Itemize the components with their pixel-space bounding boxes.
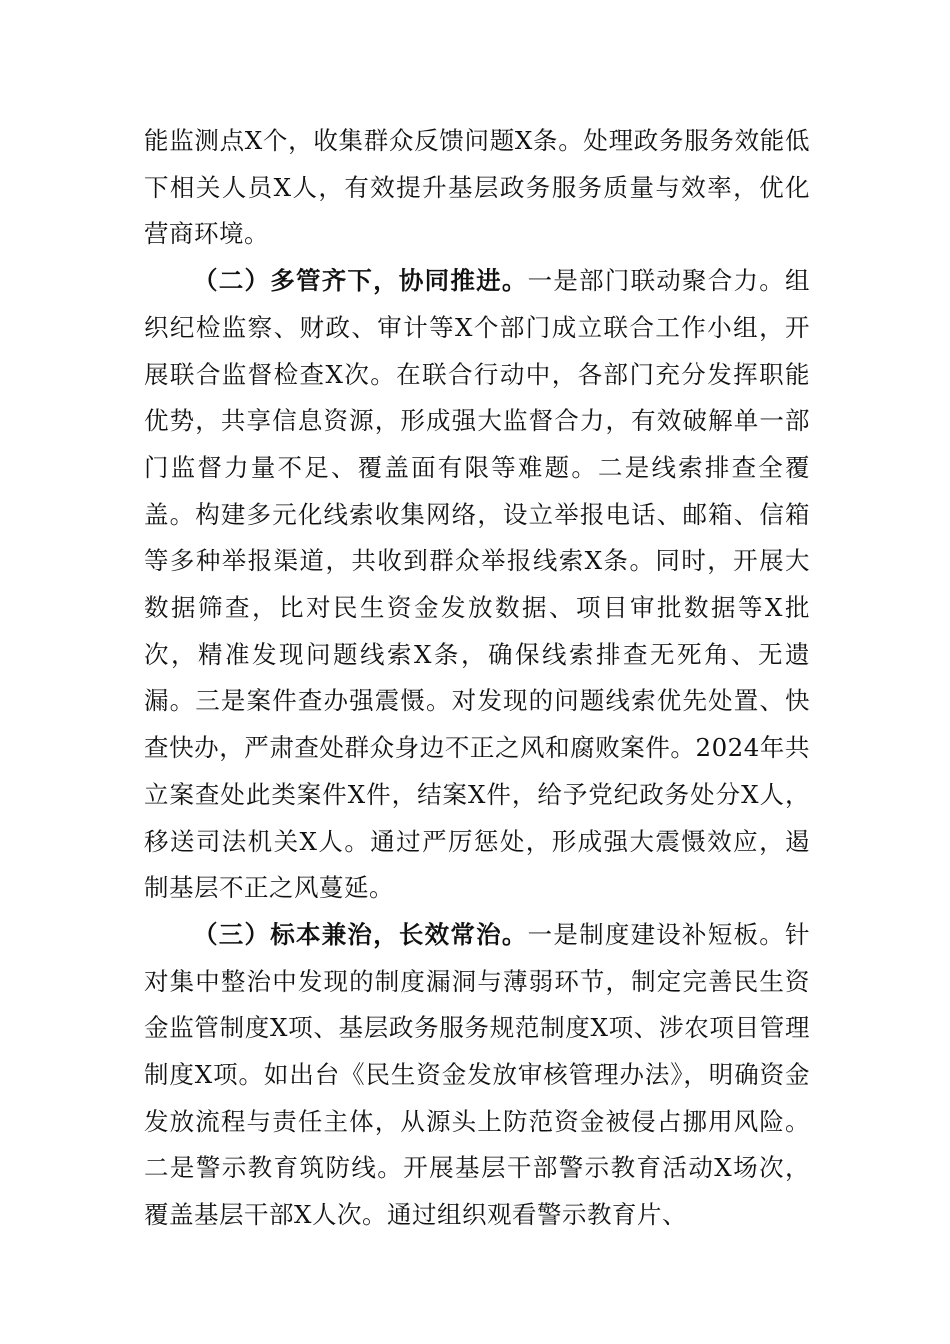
section-3-text: 一是制度建设补短板。针对集中整治中发现的制度漏洞与薄弱环节，制定完善民生资金监管制度X项、基层政务服务规范制度X项、涉农项目管理制度X项。如出台《民生资金发放审核管理办法》，明确资金发放流程与责任主体，从源头上防范资金被侵占挪用风险。二是警示教育筑防线。开展基层干部警示教育活动X场次，覆盖基层干部X人次。通过组织观看警示教育片、	[144, 919, 810, 1230]
paragraph-1-text: 能监测点X个，收集群众反馈问题X条。处理政务服务效能低下相关人员X人，有效提升基层政务服务质量与效率，优化营商环境。	[144, 126, 810, 249]
section-2-heading: （二）多管齐下，协同推进。	[193, 266, 528, 296]
paragraph-section-2	[144, 258, 810, 912]
section-2-text: 一是部门联动聚合力。组织纪检监察、财政、审计等X个部门成立联合工作小组，开展联合监督检查X次。在联合行动中，各部门充分发挥职能优势，共享信息资源，形成强大监督合力，有效破解单一部门监督力量不足、覆盖面有限等难题。二是线索排查全覆盖。构建多元化线索收集网络，设立举报电话、邮箱、信箱等多种举报渠道，共收到群众举报线索X条。同时，开展大数据筛查，比对民生资金发放数据、项目审批数据等X批次，精准发现问题线索X条，确保线索排查无死角、无遗漏。三是案件查办强震慑。对发现的问题线索优先处置、快查快办，严肃查处群众身边不正之风和腐败案件。2024年共立案查处此类案件X件，结案X件，给予党纪政务处分X人，移送司法机关X人。通过严厉惩处，形成强大震慑效应，遏制基层不正之风蔓延。	[144, 266, 810, 903]
document-body	[144, 118, 810, 1239]
section-3-heading: （三）标本兼治，长效常治。	[193, 919, 528, 949]
paragraph-section-3	[144, 912, 810, 1239]
paragraph-continuation	[144, 118, 810, 258]
